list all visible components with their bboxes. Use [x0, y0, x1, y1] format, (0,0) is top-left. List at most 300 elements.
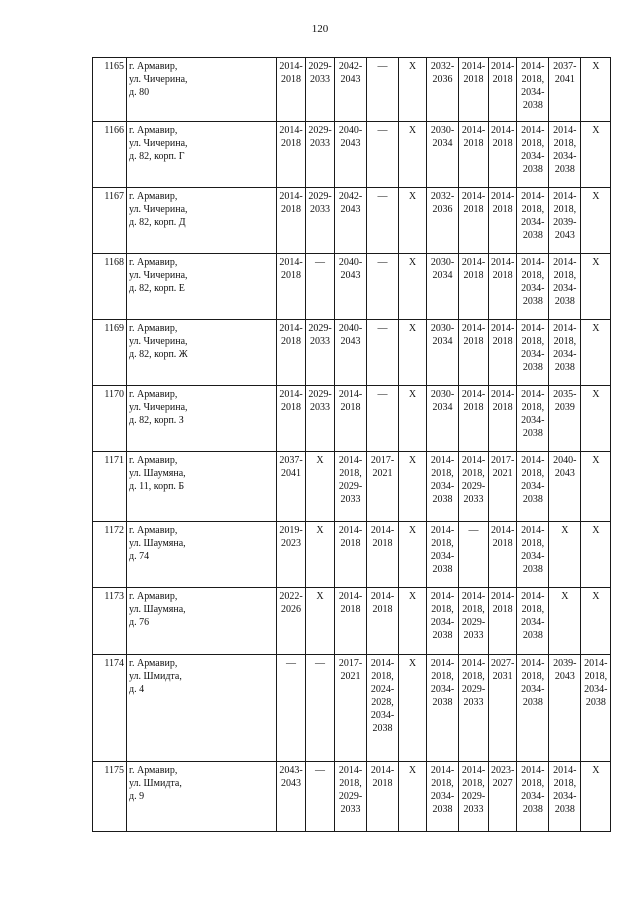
- period-cell: [489, 522, 517, 588]
- cell-line: 2030-: [430, 389, 455, 400]
- cell-line: 2018: [463, 204, 484, 215]
- cell-line: 2014-: [461, 455, 486, 466]
- period-cell: [306, 762, 335, 832]
- period-cell: [335, 58, 367, 122]
- cell-line: 2018,: [431, 778, 454, 789]
- period-cell: [399, 188, 427, 254]
- cell-line: 2018: [281, 270, 301, 281]
- period-cell: [427, 588, 459, 655]
- cell-line: X: [592, 765, 600, 776]
- cell-line: —: [377, 191, 388, 202]
- address-cell: [127, 522, 277, 588]
- cell-line: 2039-: [553, 658, 577, 669]
- period-cell: [277, 320, 306, 386]
- cell-line: 2018,: [521, 204, 545, 215]
- row-number-cell: 1165: [93, 58, 127, 122]
- cell-line: X: [561, 525, 569, 536]
- period-cell: [306, 655, 335, 762]
- period-cell: [277, 188, 306, 254]
- cell-line: 2018: [372, 538, 393, 549]
- cell-line: 2018: [281, 402, 301, 413]
- cell-line: X: [408, 323, 417, 334]
- period-cell: [459, 655, 489, 762]
- address-cell: [127, 320, 277, 386]
- cell-line: 2014-: [521, 591, 545, 602]
- cell-line: 2018: [463, 138, 484, 149]
- period-cell: [277, 122, 306, 188]
- cell-line: 2040-: [338, 323, 363, 334]
- cell-line: 2018,: [431, 468, 454, 479]
- period-cell: [399, 58, 427, 122]
- period-cell: [306, 452, 335, 522]
- cell-line: 2018: [340, 604, 361, 615]
- cell-line: —: [286, 658, 296, 669]
- cell-line: 2018,: [462, 604, 485, 615]
- cell-line: 2014-: [491, 323, 515, 334]
- cell-line: 2018,: [521, 778, 545, 789]
- row-number-cell: 1173: [93, 588, 127, 655]
- cell-line: 2014-: [491, 389, 515, 400]
- cell-line: 2014-: [521, 389, 545, 400]
- cell-line: 2028,: [371, 697, 394, 708]
- cell-line: X: [592, 191, 600, 202]
- cell-line: 2033: [310, 204, 330, 215]
- period-cell: [306, 386, 335, 452]
- cell-line: 2018,: [521, 138, 545, 149]
- cell-line: 2014-: [491, 191, 515, 202]
- cell-line: 2014-: [370, 765, 395, 776]
- address-cell: [127, 58, 277, 122]
- table-row: [93, 254, 611, 320]
- cell-line: 2018: [463, 336, 484, 347]
- address-line: д. 80: [129, 87, 150, 98]
- row-number-cell: 1169: [93, 320, 127, 386]
- cell-line: 2038: [522, 164, 543, 175]
- cell-line: 2018,: [431, 604, 454, 615]
- period-cell: [581, 58, 611, 122]
- address-line: д. 11, корп. Б: [129, 481, 185, 492]
- cell-line: 2018: [492, 336, 513, 347]
- period-cell: [367, 655, 399, 762]
- cell-line: 2033: [310, 402, 330, 413]
- cell-line: 2036: [432, 74, 453, 85]
- cell-line: 2032-: [430, 191, 455, 202]
- cell-line: 2014-: [338, 455, 363, 466]
- cell-line: 2018,: [521, 538, 545, 549]
- cell-line: 2014-: [461, 658, 486, 669]
- period-cell: [581, 320, 611, 386]
- cell-line: 2034-: [553, 151, 577, 162]
- cell-line: 2043: [340, 138, 361, 149]
- address-line: д. 74: [129, 551, 150, 562]
- cell-line: 2018,: [339, 468, 362, 479]
- cell-line: 2040-: [338, 257, 363, 268]
- cell-line: 2030-: [430, 323, 455, 334]
- cell-line: 2027-: [491, 658, 515, 669]
- cell-line: 2023-: [491, 765, 515, 776]
- cell-line: 2017-: [338, 658, 363, 669]
- cell-line: 2027: [492, 778, 513, 789]
- cell-line: 2034: [432, 402, 453, 413]
- cell-line: 2014-: [521, 658, 545, 669]
- cell-line: 2018,: [462, 468, 485, 479]
- cell-line: 2034-: [521, 217, 545, 228]
- cell-line: 2038: [554, 804, 575, 815]
- period-cell: [517, 320, 549, 386]
- cell-line: 2031: [492, 671, 513, 682]
- cell-line: 2038: [522, 428, 543, 439]
- cell-line: 2043: [340, 270, 361, 281]
- cell-line: 2033: [463, 494, 484, 505]
- cell-line: 2030-: [430, 257, 455, 268]
- cell-line: 2014-: [521, 61, 545, 72]
- cell-line: X: [408, 191, 417, 202]
- cell-line: 2018,: [584, 671, 608, 682]
- cell-line: 2014-: [553, 125, 577, 136]
- period-cell: [277, 386, 306, 452]
- period-cell: [399, 655, 427, 762]
- cell-line: 2014-: [461, 257, 486, 268]
- cell-line: 2014-: [279, 389, 303, 400]
- period-cell: [549, 188, 581, 254]
- cell-line: 2014-: [430, 591, 455, 602]
- cell-line: 2034-: [521, 617, 545, 628]
- cell-line: 2040-: [338, 125, 363, 136]
- cell-line: 2018,: [521, 604, 545, 615]
- address-line: г. Армавир,: [129, 191, 178, 202]
- cell-line: X: [408, 591, 417, 602]
- cell-line: —: [315, 765, 325, 776]
- cell-line: —: [315, 257, 325, 268]
- period-cell: [399, 320, 427, 386]
- period-cell: [549, 254, 581, 320]
- period-cell: [335, 522, 367, 588]
- cell-line: 2018,: [553, 336, 577, 347]
- period-cell: [277, 452, 306, 522]
- period-cell: [549, 452, 581, 522]
- cell-line: 2033: [310, 138, 330, 149]
- cell-line: 2021: [372, 468, 393, 479]
- period-cell: [427, 254, 459, 320]
- period-cell: [367, 452, 399, 522]
- period-cell: [335, 254, 367, 320]
- cell-line: 2033: [463, 630, 484, 641]
- cell-line: 2018,: [339, 778, 362, 789]
- period-cell: [367, 522, 399, 588]
- table-row: [93, 655, 611, 762]
- period-cell: [459, 588, 489, 655]
- period-cell: [489, 254, 517, 320]
- cell-line: 2014-: [553, 765, 577, 776]
- period-cell: [367, 58, 399, 122]
- cell-line: 2033: [310, 336, 330, 347]
- cell-line: 2043: [554, 671, 575, 682]
- cell-line: 2018,: [371, 671, 394, 682]
- address-line: г. Армавир,: [129, 323, 178, 334]
- cell-line: 2018: [372, 778, 393, 789]
- cell-line: 2029-: [308, 191, 332, 202]
- period-cell: [489, 122, 517, 188]
- cell-line: X: [592, 61, 600, 72]
- period-cell: [517, 588, 549, 655]
- row-number-cell: 1170: [93, 386, 127, 452]
- cell-line: 2042-: [338, 191, 363, 202]
- row-number-cell: 1171: [93, 452, 127, 522]
- period-cell: [427, 655, 459, 762]
- period-cell: [427, 188, 459, 254]
- period-cell: [517, 122, 549, 188]
- address-line: ул. Шаумяна,: [129, 604, 186, 615]
- cell-line: 2038: [432, 494, 453, 505]
- period-cell: [335, 452, 367, 522]
- cell-line: 2034-: [430, 791, 455, 802]
- cell-line: 2014-: [461, 389, 486, 400]
- cell-line: 2014-: [338, 389, 363, 400]
- address-line: ул. Чичерина,: [129, 138, 188, 149]
- period-cell: [549, 655, 581, 762]
- address-cell: [127, 254, 277, 320]
- address-line: г. Армавир,: [129, 125, 178, 136]
- cell-line: 2014-: [491, 257, 515, 268]
- cell-line: X: [408, 257, 417, 268]
- cell-line: —: [315, 658, 325, 669]
- cell-line: X: [408, 525, 417, 536]
- period-cell: [489, 188, 517, 254]
- address-line: ул. Чичерина,: [129, 204, 188, 215]
- cell-line: 2040-: [553, 455, 577, 466]
- address-line: д. 9: [129, 791, 145, 802]
- cell-line: 2043: [281, 778, 301, 789]
- cell-line: 2014-: [491, 61, 515, 72]
- period-cell: [459, 188, 489, 254]
- period-cell: [399, 122, 427, 188]
- page-number: 120: [311, 23, 329, 35]
- cell-line: 2014-: [430, 455, 455, 466]
- row-number-cell: 1168: [93, 254, 127, 320]
- cell-line: 2018,: [462, 671, 485, 682]
- cell-line: 2018,: [521, 671, 545, 682]
- row-number-cell: 1166: [93, 122, 127, 188]
- cell-line: 2034-: [521, 151, 545, 162]
- cell-line: 2038: [522, 564, 543, 575]
- cell-line: 2014-: [279, 125, 303, 136]
- period-cell: [427, 762, 459, 832]
- period-cell: [517, 452, 549, 522]
- cell-line: 2033: [340, 494, 361, 505]
- cell-line: X: [408, 125, 417, 136]
- period-cell: [459, 452, 489, 522]
- cell-line: 2038: [554, 362, 575, 373]
- cell-line: 2018: [463, 270, 484, 281]
- cell-line: 2038: [522, 296, 543, 307]
- cell-line: 2018,: [553, 270, 577, 281]
- cell-line: 2033: [340, 804, 361, 815]
- table-row: [93, 122, 611, 188]
- address-cell: [127, 762, 277, 832]
- cell-line: 2043: [554, 468, 575, 479]
- cell-line: 2022-: [279, 591, 303, 602]
- cell-line: —: [377, 257, 388, 268]
- cell-line: 2014-: [553, 323, 577, 334]
- address-line: д. 82, корп. Г: [129, 151, 185, 162]
- period-cell: [399, 588, 427, 655]
- row-number-cell: 1175: [93, 762, 127, 832]
- cell-line: —: [377, 323, 388, 334]
- cell-line: 2014-: [370, 658, 395, 669]
- cell-line: 2034: [432, 270, 453, 281]
- cell-line: 2029-: [461, 617, 486, 628]
- cell-line: 2014-: [279, 323, 303, 334]
- period-cell: [581, 122, 611, 188]
- cell-line: —: [468, 525, 479, 536]
- period-cell: [489, 588, 517, 655]
- row-number-cell: 1167: [93, 188, 127, 254]
- cell-line: X: [316, 455, 324, 466]
- period-cell: [367, 386, 399, 452]
- table-row: [93, 320, 611, 386]
- cell-line: 2019-: [279, 525, 303, 536]
- cell-line: 2043-: [279, 765, 303, 776]
- cell-line: 2018: [281, 336, 301, 347]
- period-cell: [517, 254, 549, 320]
- cell-line: 2034: [432, 336, 453, 347]
- cell-line: 2018,: [521, 270, 545, 281]
- cell-line: 2018: [492, 138, 513, 149]
- cell-line: 2035-: [553, 389, 577, 400]
- cell-line: 2018,: [431, 538, 454, 549]
- cell-line: 2034-: [584, 684, 608, 695]
- cell-line: 2038: [522, 697, 543, 708]
- cell-line: 2029-: [308, 125, 332, 136]
- cell-line: 2038: [522, 630, 543, 641]
- cell-line: X: [592, 591, 600, 602]
- cell-line: 2034-: [521, 415, 545, 426]
- address-line: д. 76: [129, 617, 150, 628]
- period-cell: [367, 320, 399, 386]
- period-cell: [367, 588, 399, 655]
- cell-line: 2034-: [521, 283, 545, 294]
- cell-line: 2034-: [430, 551, 455, 562]
- row-number-cell: 1172: [93, 522, 127, 588]
- cell-line: 2034-: [521, 551, 545, 562]
- cell-line: 2038: [522, 100, 543, 111]
- cell-line: 2032-: [430, 61, 455, 72]
- period-cell: [517, 522, 549, 588]
- cell-line: 2018,: [521, 402, 545, 413]
- cell-line: X: [592, 389, 600, 400]
- address-cell: [127, 386, 277, 452]
- cell-line: X: [408, 765, 417, 776]
- period-cell: [581, 188, 611, 254]
- cell-line: X: [592, 257, 600, 268]
- cell-line: 2018: [492, 204, 513, 215]
- period-cell: [277, 254, 306, 320]
- row-number-cell: 1174: [93, 655, 127, 762]
- cell-line: 2043: [340, 74, 361, 85]
- period-cell: [335, 588, 367, 655]
- cell-line: X: [408, 61, 417, 72]
- address-line: ул. Шмидта,: [129, 671, 182, 682]
- cell-line: 2029-: [461, 481, 486, 492]
- cell-line: 2014-: [430, 525, 455, 536]
- cell-line: 2014-: [430, 658, 455, 669]
- cell-line: X: [316, 525, 324, 536]
- cell-line: 2014-: [521, 455, 545, 466]
- period-cell: [335, 122, 367, 188]
- cell-line: 2029-: [461, 791, 486, 802]
- cell-line: 2037-: [279, 455, 303, 466]
- address-line: д. 82, корп. Е: [129, 283, 185, 294]
- address-line: д. 82, корп. Ж: [129, 349, 188, 360]
- period-cell: [306, 122, 335, 188]
- cell-line: 2037-: [553, 61, 577, 72]
- cell-line: 2014-: [521, 257, 545, 268]
- period-cell: [489, 58, 517, 122]
- address-cell: [127, 122, 277, 188]
- cell-line: 2018: [281, 138, 301, 149]
- address-line: ул. Шаумяна,: [129, 538, 186, 549]
- cell-line: X: [408, 389, 417, 400]
- address-line: ул. Шаумяна,: [129, 468, 186, 479]
- cell-line: 2043: [554, 230, 575, 241]
- cell-line: 2038: [432, 697, 453, 708]
- period-cell: [549, 762, 581, 832]
- cell-line: 2014-: [430, 765, 455, 776]
- address-line: г. Армавир,: [129, 525, 178, 536]
- period-cell: [459, 320, 489, 386]
- cell-line: 2043: [340, 204, 361, 215]
- period-cell: [549, 58, 581, 122]
- cell-line: 2039-: [553, 217, 577, 228]
- period-cell: [399, 762, 427, 832]
- cell-line: 2029-: [308, 61, 332, 72]
- cell-line: X: [408, 658, 417, 669]
- cell-line: 2014-: [461, 61, 486, 72]
- cell-line: 2041: [281, 468, 301, 479]
- cell-line: X: [561, 591, 569, 602]
- cell-line: 2014-: [461, 591, 486, 602]
- period-cell: [335, 655, 367, 762]
- period-cell: [581, 588, 611, 655]
- cell-line: 2034-: [553, 791, 577, 802]
- period-cell: [549, 386, 581, 452]
- cell-line: —: [377, 389, 388, 400]
- cell-line: 2018: [281, 74, 301, 85]
- period-cell: [459, 522, 489, 588]
- cell-line: 2041: [554, 74, 575, 85]
- cell-line: 2018,: [553, 204, 577, 215]
- cell-line: 2034-: [553, 349, 577, 360]
- cell-line: —: [377, 61, 388, 72]
- cell-line: 2014-: [279, 191, 303, 202]
- address-line: ул. Чичерина,: [129, 402, 188, 413]
- period-cell: [581, 452, 611, 522]
- cell-line: 2034-: [521, 87, 545, 98]
- address-line: г. Армавир,: [129, 455, 178, 466]
- period-cell: [306, 254, 335, 320]
- address-cell: [127, 588, 277, 655]
- period-cell: [581, 762, 611, 832]
- cell-line: 2038: [372, 723, 393, 734]
- period-cell: [367, 122, 399, 188]
- period-cell: [517, 188, 549, 254]
- address-line: г. Армавир,: [129, 61, 178, 72]
- cell-line: 2034: [432, 138, 453, 149]
- cell-line: 2038: [522, 362, 543, 373]
- cell-line: X: [592, 323, 600, 334]
- period-cell: [517, 386, 549, 452]
- address-line: г. Армавир,: [129, 591, 178, 602]
